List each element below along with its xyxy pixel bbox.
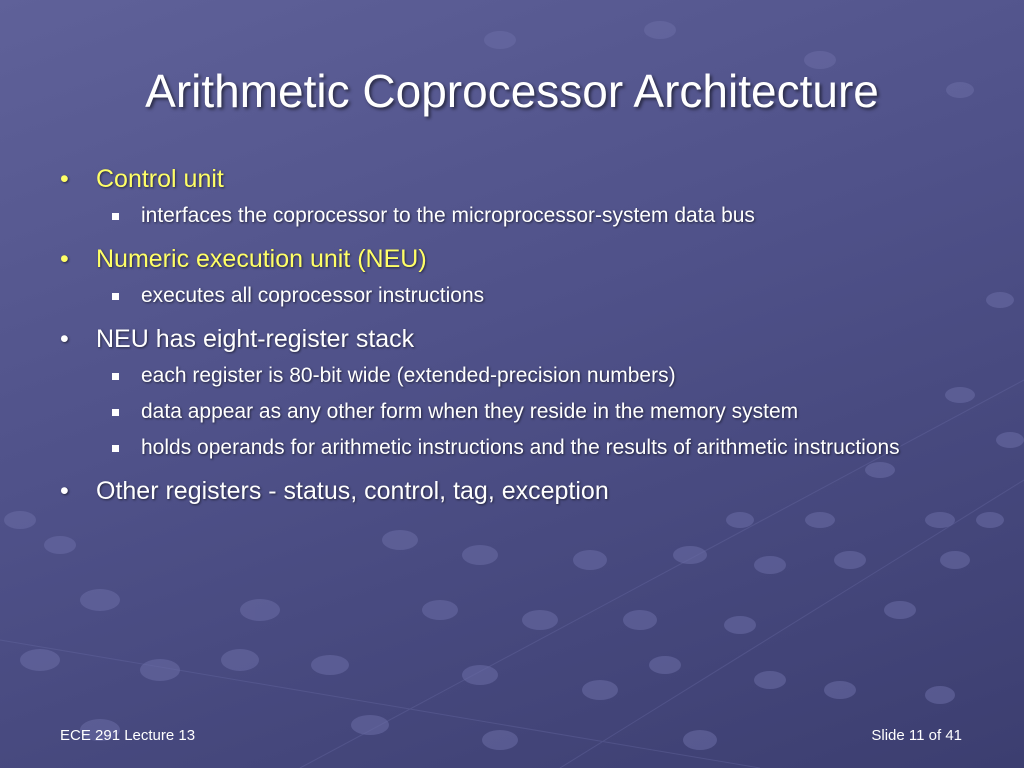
sub-bullet-text: data appear as any other form when they reside in the memory system: [141, 400, 799, 423]
square-bullet-icon: [112, 373, 119, 380]
square-bullet-icon: [112, 445, 119, 452]
sub-bullet-executes: [58, 282, 958, 310]
sub-bullet-text: each register is 80-bit wide (extended-precision numbers): [141, 364, 676, 387]
bullet-neu: [58, 244, 958, 274]
bullet-register-stack: [58, 324, 958, 354]
bullet-control-unit: [58, 164, 958, 194]
bullet-other-registers: [58, 476, 958, 506]
bullet-text: Numeric execution unit (NEU): [96, 245, 427, 273]
square-bullet-icon: [112, 293, 119, 300]
sub-bullet-text: interfaces the coprocessor to the microprocessor-system data bus: [141, 204, 755, 227]
bullet-text: NEU has eight-register stack: [96, 325, 415, 353]
bullet-mark: •: [60, 477, 69, 505]
sub-bullet-interfaces: [58, 202, 958, 230]
sub-bullet-text: executes all coprocessor instructions: [141, 284, 485, 307]
bullet-text: Control unit: [96, 165, 224, 193]
bullet-mark: •: [60, 165, 69, 193]
bullet-list: [58, 164, 958, 506]
bullet-text: Other registers - status, control, tag, exception: [96, 477, 609, 505]
sub-bullet-holds-operands: [58, 434, 958, 462]
sub-bullet-text: holds operands for arithmetic instructions and the results of arithmetic instructions: [141, 436, 900, 459]
sub-bullet-data-appear: [58, 398, 958, 426]
square-bullet-icon: [112, 213, 119, 220]
slide-title: Arithmetic Coprocessor Architecture: [145, 65, 879, 117]
footer-slide-number: Slide 11 of 41: [871, 727, 962, 744]
sub-bullet-80-bit: [58, 362, 958, 390]
square-bullet-icon: [112, 409, 119, 416]
bullet-mark: •: [60, 245, 69, 273]
bullet-mark: •: [60, 325, 69, 353]
footer-lecture: ECE 291 Lecture 13: [60, 727, 196, 744]
